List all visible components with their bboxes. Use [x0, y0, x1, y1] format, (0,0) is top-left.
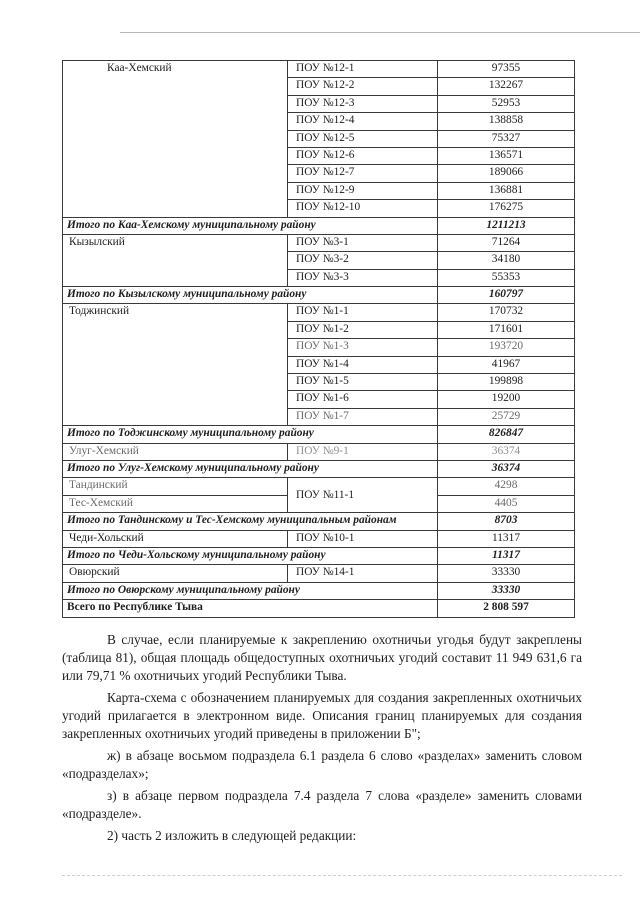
table-row [63, 61, 575, 78]
subtotal-label: Итого по Чеди-Хольскому муниципальному району [63, 547, 438, 564]
subtotal-label: Итого по Тандинскому и Тес-Хемскому муниципальным районам [63, 513, 438, 530]
area-cell: 189066 [438, 165, 575, 182]
plot-cell: ПОУ №1-1 [288, 304, 438, 321]
area-cell: 193720 [438, 339, 575, 356]
paragraph: ж) в абзаце восьмом подраздела 6.1 раздела 6 слово «разделах» заменить словом «подразделах»; [62, 748, 582, 781]
subtotal-value: 11317 [438, 547, 575, 564]
subtotal-label: Итого по Кызылскому муниципальному району [63, 287, 438, 304]
plot-cell: ПОУ №1-2 [288, 321, 438, 338]
subtotal-row [63, 513, 575, 530]
area-cell: 132267 [438, 78, 575, 95]
area-cell: 170732 [438, 304, 575, 321]
plot-cell: ПОУ №1-5 [288, 374, 438, 391]
subtotal-value: 36374 [438, 460, 575, 477]
district-cell: Тандинский [63, 478, 288, 495]
paragraph: В случае, если планируемые к закреплению охотничьи угодья будут закреплены (таблица 81), общая площадь общедоступных охотничьих угодий составит 11 949 631,6 га или 79,71 % охотничьих угодий Республики Тыва. [62, 632, 582, 683]
subtotal-label: Итого по Тоджинскому муниципальному району [63, 426, 438, 443]
subtotal-row [63, 582, 575, 599]
grand-total-row [63, 600, 575, 617]
area-cell: 34180 [438, 252, 575, 269]
plot-cell: ПОУ №12-5 [288, 130, 438, 147]
subtotal-row [63, 287, 575, 304]
area-cell: 171601 [438, 321, 575, 338]
district-cell: Овюрский [63, 565, 288, 582]
area-cell: 4405 [438, 495, 575, 512]
district-cell: Каа-Хемский [63, 61, 288, 218]
grand-total-value: 2 808 597 [438, 600, 575, 617]
area-cell: 136881 [438, 182, 575, 199]
plot-cell: ПОУ №12-2 [288, 78, 438, 95]
area-cell: 176275 [438, 200, 575, 217]
district-cell: Кызылский [63, 234, 288, 286]
top-rule [120, 32, 640, 33]
plot-cell: ПОУ №1-3 [288, 339, 438, 356]
area-cell: 75327 [438, 130, 575, 147]
subtotal-value: 160797 [438, 287, 575, 304]
area-cell: 71264 [438, 234, 575, 251]
subtotal-row [63, 547, 575, 564]
bottom-rule [62, 875, 622, 876]
plot-cell: ПОУ №12-7 [288, 165, 438, 182]
paragraph: 2) часть 2 изложить в следующей редакции: [107, 828, 357, 843]
subtotal-value: 33330 [438, 582, 575, 599]
area-cell: 52953 [438, 95, 575, 112]
plot-cell: ПОУ №12-6 [288, 147, 438, 164]
plot-cell: ПОУ №1-4 [288, 356, 438, 373]
plot-cell: ПОУ №12-4 [288, 113, 438, 130]
area-cell: 199898 [438, 374, 575, 391]
district-cell: Тоджинский [63, 304, 288, 426]
subtotal-row [63, 426, 575, 443]
area-cell: 25729 [438, 408, 575, 425]
grand-total-label: Всего по Республике Тыва [63, 600, 438, 617]
subtotal-value: 826847 [438, 426, 575, 443]
subtotal-row [63, 217, 575, 234]
table-row [63, 478, 575, 495]
table-row [63, 565, 575, 582]
area-cell: 11317 [438, 530, 575, 547]
plot-cell: ПОУ №10-1 [288, 530, 438, 547]
plot-cell: ПОУ №3-1 [288, 234, 438, 251]
plot-cell: ПОУ №9-1 [288, 443, 438, 460]
table-row [63, 530, 575, 547]
plot-cell: ПОУ №12-3 [288, 95, 438, 112]
table-row [63, 234, 575, 251]
area-cell: 36374 [438, 443, 575, 460]
plot-cell: ПОУ №3-2 [288, 252, 438, 269]
plot-cell: ПОУ №11-1 [288, 478, 438, 513]
area-cell: 41967 [438, 356, 575, 373]
area-cell: 55353 [438, 269, 575, 286]
area-cell: 33330 [438, 565, 575, 582]
area-cell: 136571 [438, 147, 575, 164]
table-row [63, 304, 575, 321]
plot-cell: ПОУ №12-9 [288, 182, 438, 199]
paragraph: з) в абзаце первом подраздела 7.4 раздела 7 слова «разделе» заменить словами «подразделе». [62, 788, 582, 821]
subtotal-label: Итого по Овюрскому муниципальному району [63, 582, 438, 599]
plot-cell: ПОУ №14-1 [288, 565, 438, 582]
district-cell: Чеди-Хольский [63, 530, 288, 547]
subtotal-label: Итого по Улуг-Хемскому муниципальному району [63, 460, 438, 477]
area-cell: 97355 [438, 61, 575, 78]
paragraph: Карта-схема с обозначением планируемых для создания закрепленных охотничьих угодий прилагается в электронном виде. Описания границ планируемых для создания закрепленных охотничьих угодий приведены в приложении Б"; [62, 690, 582, 741]
plot-cell: ПОУ №3-3 [288, 269, 438, 286]
hunting-grounds-table-container [62, 60, 574, 618]
body-text [62, 631, 582, 849]
table-row [63, 443, 575, 460]
hunting-grounds-table [62, 60, 575, 618]
subtotal-row [63, 460, 575, 477]
subtotal-label: Итого по Каа-Хемскому муниципальному району [63, 217, 438, 234]
plot-cell: ПОУ №1-7 [288, 408, 438, 425]
plot-cell: ПОУ №12-10 [288, 200, 438, 217]
area-cell: 4298 [438, 478, 575, 495]
district-cell: Улуг-Хемский [63, 443, 288, 460]
district-cell: Тес-Хемский [63, 495, 288, 512]
area-cell: 138858 [438, 113, 575, 130]
subtotal-value: 8703 [438, 513, 575, 530]
plot-cell: ПОУ №1-6 [288, 391, 438, 408]
area-cell: 19200 [438, 391, 575, 408]
plot-cell: ПОУ №12-1 [288, 61, 438, 78]
subtotal-value: 1211213 [438, 217, 575, 234]
